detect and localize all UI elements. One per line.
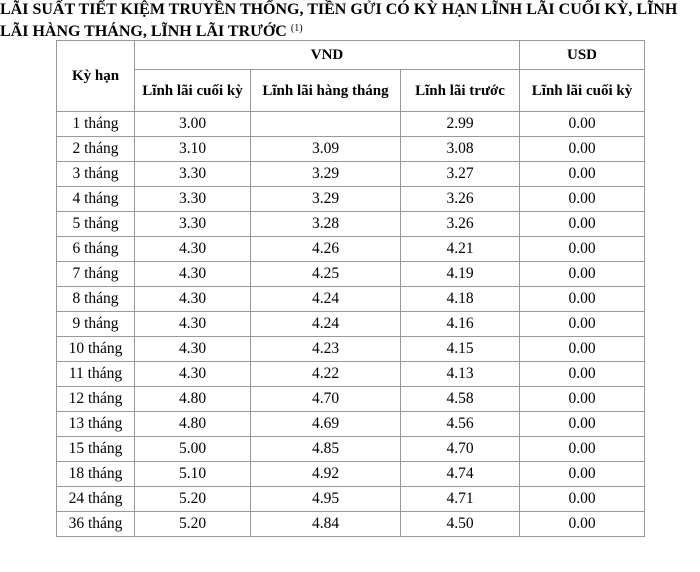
vnd-monthly-cell: 4.24: [251, 287, 401, 312]
vnd-monthly-cell: 4.85: [251, 437, 401, 462]
vnd-upfront-cell: 4.21: [401, 237, 520, 262]
usd-end-cell: 0.00: [520, 262, 645, 287]
title-line-1: LÃI SUẤT TIẾT KIỆM TRUYỀN THỐNG, TIỀN GỬI CÓ KỲ HẠN LĨNH LÃI CUỐI KỲ, LĨNH: [0, 1, 678, 18]
vnd-monthly-cell: 4.84: [251, 512, 401, 537]
term-cell: 10 tháng: [57, 337, 135, 362]
vnd-end-cell: 5.20: [135, 512, 251, 537]
vnd-upfront-cell: 4.70: [401, 437, 520, 462]
usd-end-cell: 0.00: [520, 212, 645, 237]
usd-end-cell: 0.00: [520, 512, 645, 537]
table-row: [57, 212, 645, 237]
usd-end-cell: 0.00: [520, 337, 645, 362]
vnd-end-cell: 4.30: [135, 237, 251, 262]
header-usd: USD: [520, 41, 645, 70]
table-row: [57, 162, 645, 187]
vnd-monthly-cell: 4.24: [251, 312, 401, 337]
header-vnd: VND: [135, 41, 520, 70]
table-row: [57, 112, 645, 137]
vnd-monthly-cell: 4.23: [251, 337, 401, 362]
vnd-upfront-cell: 4.18: [401, 287, 520, 312]
table-row: [57, 287, 645, 312]
term-cell: 4 tháng: [57, 187, 135, 212]
vnd-end-cell: 4.30: [135, 312, 251, 337]
vnd-upfront-cell: 4.13: [401, 362, 520, 387]
term-cell: 15 tháng: [57, 437, 135, 462]
vnd-end-cell: 4.30: [135, 337, 251, 362]
vnd-upfront-cell: 4.74: [401, 462, 520, 487]
title-footnote: (1): [290, 23, 303, 34]
vnd-upfront-cell: 4.56: [401, 412, 520, 437]
vnd-end-cell: 3.10: [135, 137, 251, 162]
table-row: [57, 187, 645, 212]
vnd-upfront-cell: 3.26: [401, 212, 520, 237]
vnd-end-cell: 4.80: [135, 412, 251, 437]
term-cell: 12 tháng: [57, 387, 135, 412]
vnd-monthly-cell: 4.69: [251, 412, 401, 437]
vnd-monthly-cell: 4.25: [251, 262, 401, 287]
usd-end-cell: 0.00: [520, 187, 645, 212]
vnd-monthly-cell: 4.22: [251, 362, 401, 387]
table-row: [57, 337, 645, 362]
vnd-end-cell: 5.00: [135, 437, 251, 462]
usd-end-cell: 0.00: [520, 487, 645, 512]
usd-end-cell: 0.00: [520, 362, 645, 387]
vnd-end-cell: 3.30: [135, 212, 251, 237]
vnd-upfront-cell: 3.26: [401, 187, 520, 212]
usd-end-cell: 0.00: [520, 412, 645, 437]
table-row: [57, 262, 645, 287]
usd-end-cell: 0.00: [520, 237, 645, 262]
table-row: [57, 512, 645, 537]
term-cell: 36 tháng: [57, 512, 135, 537]
vnd-end-cell: 4.80: [135, 387, 251, 412]
term-cell: 24 tháng: [57, 487, 135, 512]
vnd-monthly-cell: 4.92: [251, 462, 401, 487]
vnd-end-cell: 4.30: [135, 262, 251, 287]
table-row: [57, 137, 645, 162]
term-cell: 9 tháng: [57, 312, 135, 337]
vnd-upfront-cell: 4.58: [401, 387, 520, 412]
vnd-end-cell: 3.00: [135, 112, 251, 137]
vnd-monthly-cell: [251, 112, 401, 137]
term-cell: 1 tháng: [57, 112, 135, 137]
vnd-upfront-cell: 4.19: [401, 262, 520, 287]
vnd-monthly-cell: 4.70: [251, 387, 401, 412]
header-usd-end-of-term: Lĩnh lãi cuối kỳ: [520, 70, 645, 112]
header-vnd-end-of-term: Lĩnh lãi cuối kỳ: [135, 70, 251, 112]
term-cell: 2 tháng: [57, 137, 135, 162]
vnd-end-cell: 3.30: [135, 162, 251, 187]
table-row: [57, 237, 645, 262]
vnd-upfront-cell: 4.15: [401, 337, 520, 362]
usd-end-cell: 0.00: [520, 162, 645, 187]
term-cell: 8 tháng: [57, 287, 135, 312]
table-body: [57, 112, 645, 537]
term-cell: 3 tháng: [57, 162, 135, 187]
usd-end-cell: 0.00: [520, 462, 645, 487]
term-cell: 6 tháng: [57, 237, 135, 262]
usd-end-cell: 0.00: [520, 287, 645, 312]
title-line-2-text: LÃI HÀNG THÁNG, LĨNH LÃI TRƯỚC: [0, 23, 287, 38]
header-vnd-monthly: Lĩnh lãi hàng tháng: [251, 70, 401, 112]
usd-end-cell: 0.00: [520, 137, 645, 162]
vnd-monthly-cell: 4.26: [251, 237, 401, 262]
table-row: [57, 437, 645, 462]
vnd-end-cell: 4.30: [135, 287, 251, 312]
vnd-upfront-cell: 4.16: [401, 312, 520, 337]
term-cell: 5 tháng: [57, 212, 135, 237]
vnd-monthly-cell: 3.28: [251, 212, 401, 237]
table-row: [57, 362, 645, 387]
vnd-upfront-cell: 4.71: [401, 487, 520, 512]
vnd-upfront-cell: 2.99: [401, 112, 520, 137]
vnd-monthly-cell: 3.09: [251, 137, 401, 162]
header-vnd-upfront: Lĩnh lãi trước: [401, 70, 520, 112]
term-cell: 7 tháng: [57, 262, 135, 287]
term-cell: 18 tháng: [57, 462, 135, 487]
usd-end-cell: 0.00: [520, 312, 645, 337]
term-cell: 13 tháng: [57, 412, 135, 437]
header-term: Kỳ hạn: [57, 41, 135, 112]
table-row: [57, 412, 645, 437]
page-title: [0, 0, 700, 38]
vnd-upfront-cell: 3.27: [401, 162, 520, 187]
term-cell: 11 tháng: [57, 362, 135, 387]
table-row: [57, 312, 645, 337]
vnd-monthly-cell: 4.95: [251, 487, 401, 512]
vnd-end-cell: 4.30: [135, 362, 251, 387]
vnd-monthly-cell: 3.29: [251, 187, 401, 212]
vnd-upfront-cell: 3.08: [401, 137, 520, 162]
table-row: [57, 462, 645, 487]
interest-rate-table: [56, 40, 645, 537]
table-row: [57, 487, 645, 512]
title-line-2: [0, 19, 700, 38]
usd-end-cell: 0.00: [520, 437, 645, 462]
vnd-monthly-cell: 3.29: [251, 162, 401, 187]
usd-end-cell: 0.00: [520, 112, 645, 137]
table-row: [57, 387, 645, 412]
vnd-upfront-cell: 4.50: [401, 512, 520, 537]
vnd-end-cell: 5.20: [135, 487, 251, 512]
usd-end-cell: 0.00: [520, 387, 645, 412]
vnd-end-cell: 5.10: [135, 462, 251, 487]
vnd-end-cell: 3.30: [135, 187, 251, 212]
